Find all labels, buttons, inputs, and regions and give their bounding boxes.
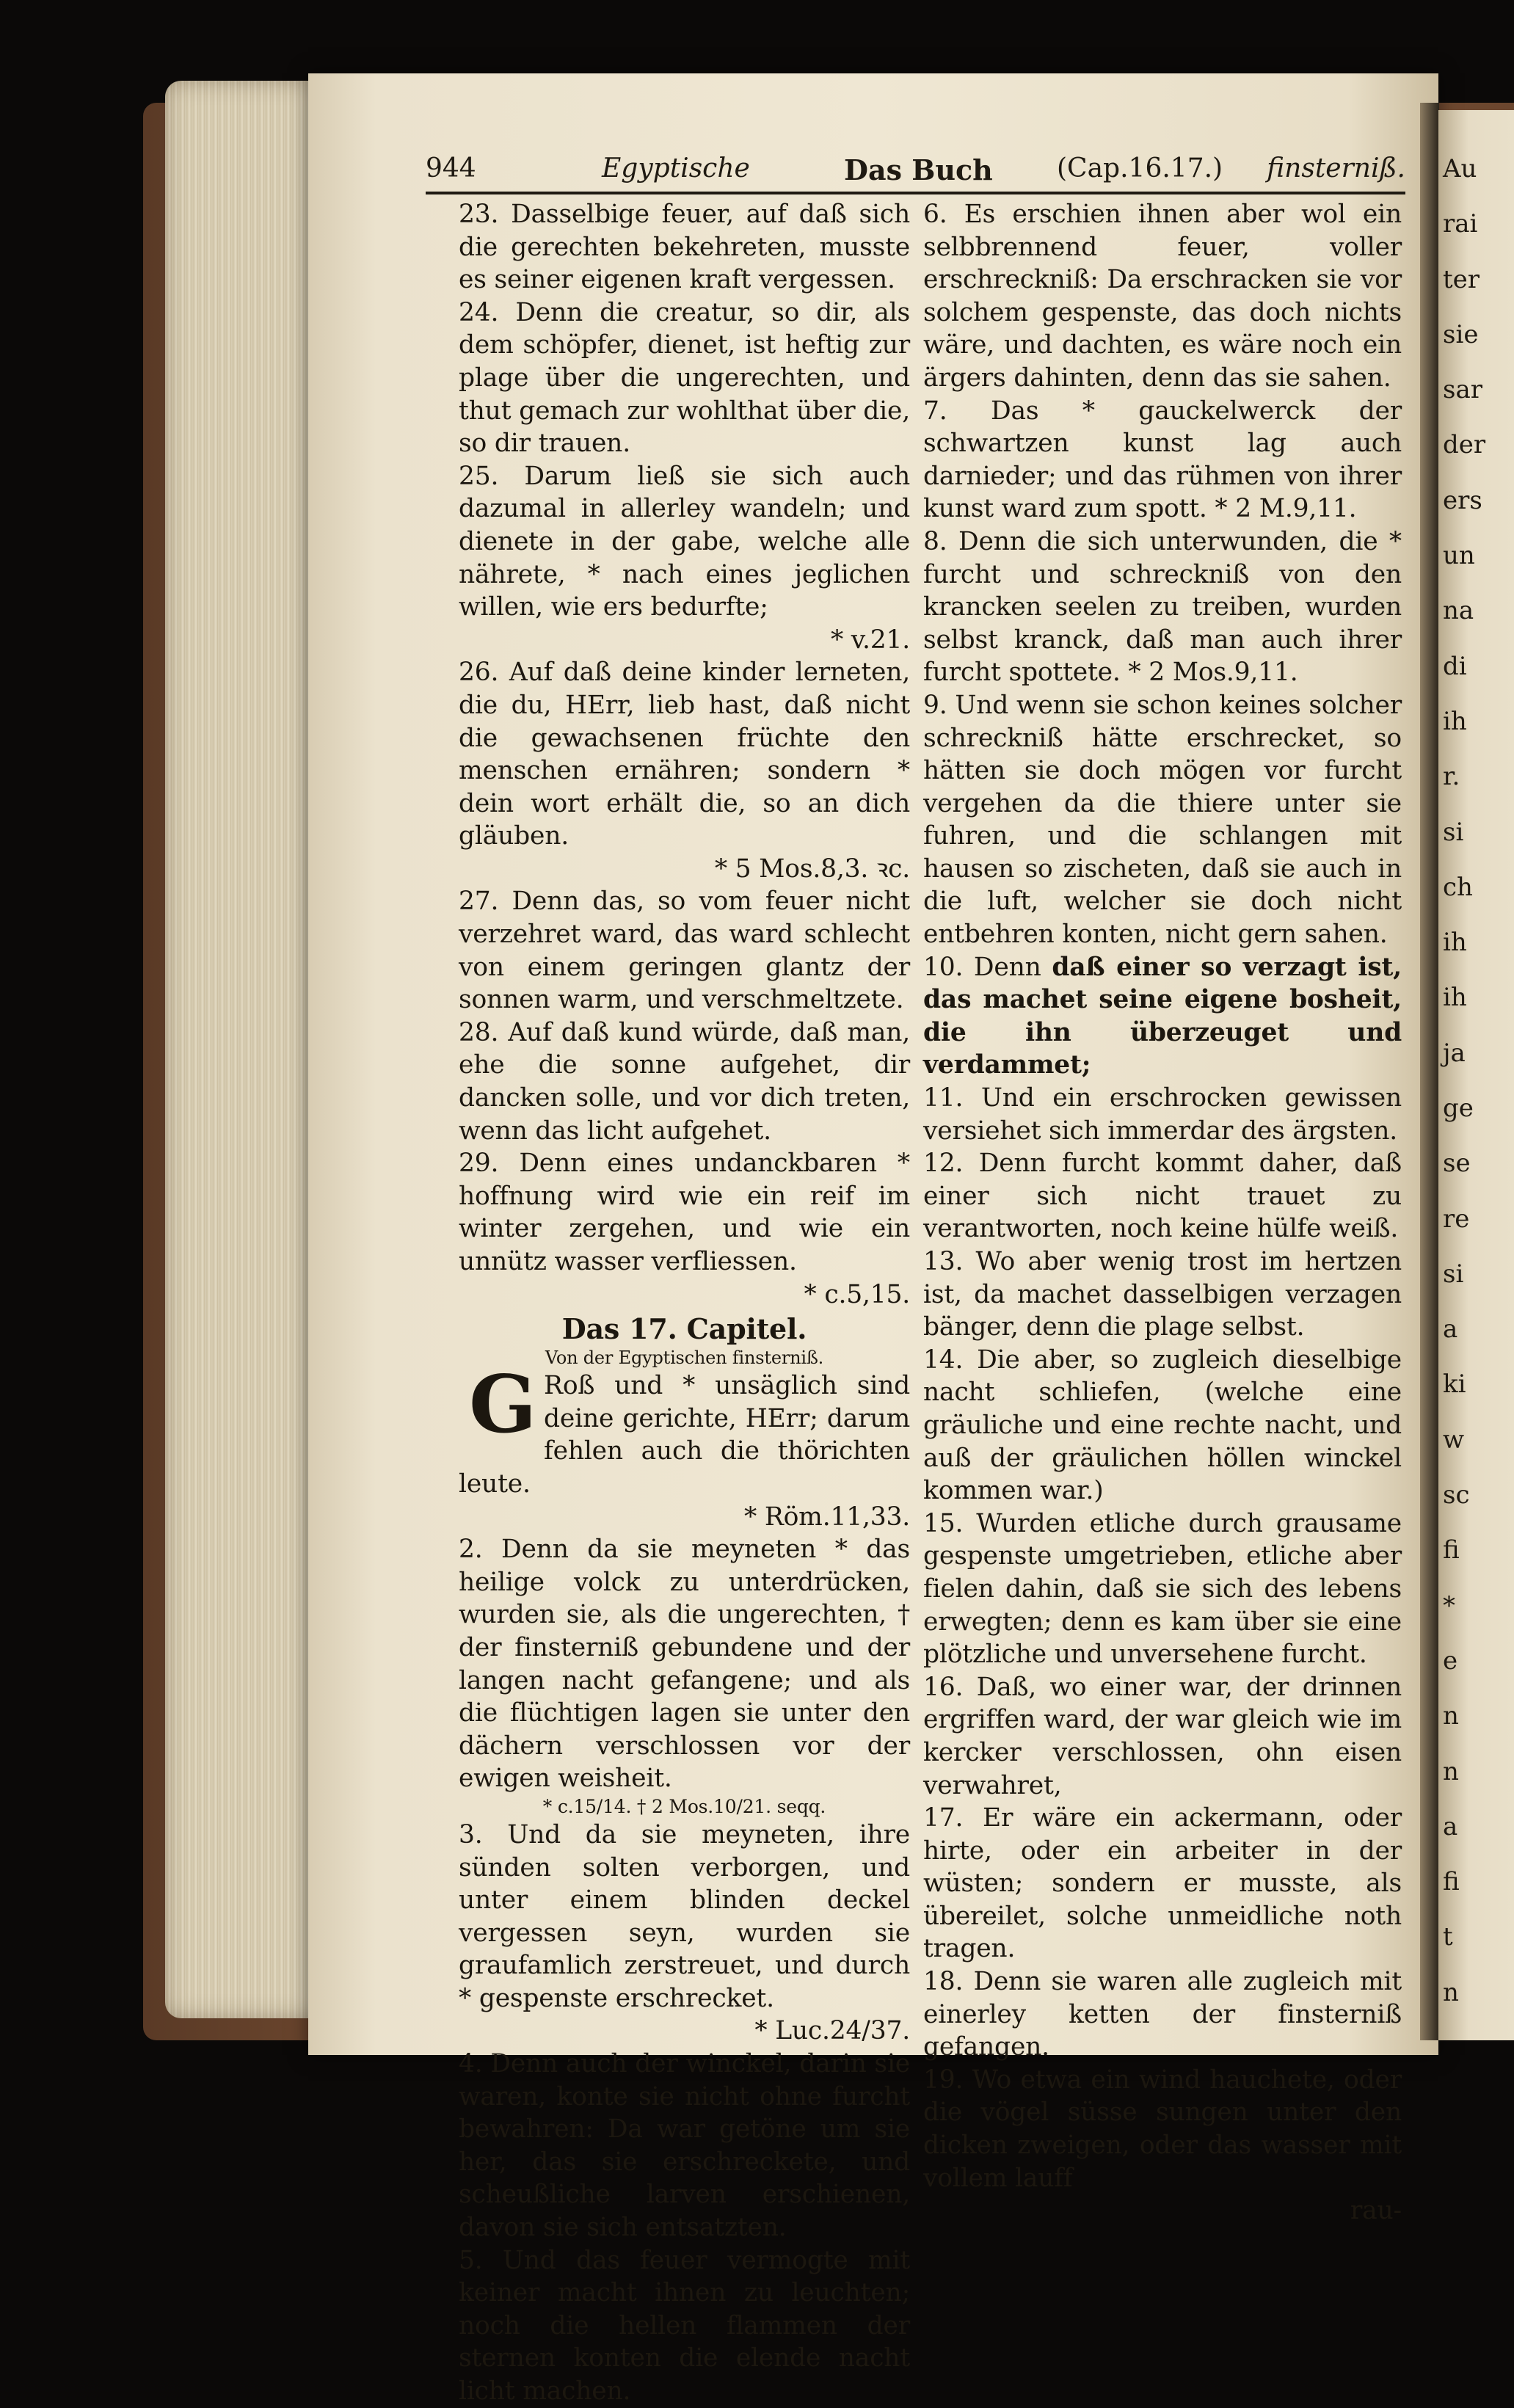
facing-page-fragment: ers	[1443, 485, 1482, 515]
header-left-title: Egyptische	[602, 153, 750, 183]
facing-page-fragment: rai	[1443, 209, 1478, 239]
facing-page-fragment: fi	[1443, 1535, 1460, 1565]
facing-page-fragment: ki	[1443, 1369, 1466, 1400]
facing-page	[1438, 110, 1514, 2040]
verse-28: 28. Auf daß kund würde, daß man, ehe die sonne aufgehet, dir dancken solle, und vor dich treten, wenn das licht aufgehet.	[459, 1017, 910, 1146]
chapter-subheading: Von der Egyptischen finsterniß.	[545, 1347, 824, 1369]
verse-3-reference: * Luc.24/37.	[754, 2016, 910, 2046]
verse-29: 29. Denn eines undanckbaren * hoffnung wird wie ein reif im winter zergehen, und wie ein unnütz wasser verfliessen.	[459, 1149, 910, 1276]
verse-15: 15. Wurden etliche durch grausame gespenste umgetrieben, etliche aber fielen dahin, daß sie sich des lebens erwegten; denn es kam über sie eine plötzliche und unversehene furcht.	[923, 1508, 1402, 1670]
header-chapter-ref: (Cap.16.17.)	[1057, 153, 1223, 183]
verse-16: 16. Daß, wo einer war, der drinnen ergriffen ward, der war gleich wie im kercker verschlossen, ohn eisen verwahret,	[923, 1672, 1402, 1800]
verse-27: 27. Denn das, so vom feuer nicht verzehret ward, das ward schlecht von einem geringen glantz der sonnen warm, und verschmeltzete.	[459, 887, 910, 1015]
verse-9: 9. Und wenn sie schon keines solcher schreckniß hätte erschrecket, so hätten sie doch mögen vor furcht vergehen da die thiere unter sie fuhren, und die schlangen mit hausen so zischeten, daß sie auch in die luft, welcher sie doch nicht entbehren konten, nicht gern sahen.	[923, 690, 1402, 950]
running-header	[426, 150, 1405, 194]
facing-page-fragment: ih	[1443, 706, 1467, 736]
facing-page-fragment: di	[1443, 651, 1467, 681]
facing-page-fragment: ja	[1443, 1038, 1466, 1068]
verse-26-reference: * 5 Mos.8,3. ꝛc.	[714, 854, 910, 884]
verse-7: 7. Das * gauckelwerck der schwartzen kunst lag auch darnieder; und das rühmen von ihrer kunst ward zum spott. * 2 M.9,11.	[923, 396, 1402, 524]
facing-page-fragment: si	[1443, 1259, 1464, 1289]
chapter-verse-2: 2. Denn da sie meyneten * das heilige volck zu unterdrücken, wurden sie, als die ungerechten, † der finsterniß gebundene und der langen nacht gefangene; und als die flüchtigen lagen sie unter den dächern verschlossen vor der ewigen weisheit.	[459, 1535, 910, 1794]
facing-page-fragment: n	[1443, 1756, 1459, 1786]
verse-26: 26. Auf daß deine kinder lerneten, die du, HErr, lieb hast, daß nicht die gewachsenen früchte den menschen ernähren; sondern * dein wort erhält die, so an dich gläuben.	[459, 658, 910, 851]
facing-page-fragment: fi	[1443, 1867, 1460, 1897]
page-number: 944	[426, 153, 476, 183]
facing-page-fragment: *	[1443, 1590, 1455, 1621]
facing-page-fragment: a	[1443, 1314, 1458, 1345]
book-gutter	[1420, 103, 1439, 2040]
facing-page-fragment: ge	[1443, 1094, 1474, 1123]
verse-10-emphasis: daß einer so verzagt ist, das machet seine eigene bosheit, die ihn überzeuget und verdammet;	[923, 952, 1402, 1080]
drop-initial: G	[469, 1358, 537, 1452]
facing-page-fragment: e	[1443, 1645, 1458, 1676]
facing-page-fragment: n	[1443, 1977, 1459, 2007]
facing-page-fragment: sar	[1443, 375, 1482, 405]
catchword: rau-	[1350, 2196, 1402, 2226]
facing-page-fragment: na	[1443, 596, 1474, 626]
verse-2-reference: * c.15/14. † 2 Mos.10/21. seqq.	[542, 1795, 826, 1817]
facing-page-fragment: n	[1443, 1701, 1459, 1731]
page-edges	[165, 81, 319, 2018]
facing-page-fragment: se	[1443, 1149, 1471, 1179]
facing-page-fragment: ch	[1443, 872, 1473, 902]
chapter-heading: Das 17. Capitel.	[561, 1312, 807, 1346]
facing-page-fragment: r.	[1443, 762, 1460, 792]
verse-19: 19. Wo etwa ein wind hauchete, oder die vögel süsse sungen unter den dicken zweigen, oder das wasser mit vollem lauff	[923, 2065, 1402, 2193]
facing-page-fragment: sc	[1443, 1480, 1470, 1510]
verse-18: 18. Denn sie waren alle zugleich mit einerley ketten der finsterniß gefangen.	[923, 1967, 1402, 2062]
verse-12: 12. Denn furcht kommt daher, daß einer sich nicht trauet zu verantworten, noch keine hülfe weiß.	[923, 1149, 1402, 1244]
verse-6: 6. Es erschien ihnen aber wol ein selbbrennend feuer, voller erschreckniß: Da erschracken sie vor solchem gespenste, das doch nichts wäre, und dachten, es wäre noch ein ärgers dahinten, denn das sie sahen.	[923, 200, 1402, 393]
chapter-verse-4: 4. Denn auch der winckel, darin sie waren, konte sie nicht ohne furcht bewahren: Da war getöne um sie her, das sie erschreckete, und scheußliche larven erschienen, davon sie sich entsatzten.	[459, 2049, 910, 2243]
facing-page-fragment: sie	[1443, 319, 1479, 349]
facing-page-fragment: ih	[1443, 983, 1467, 1013]
verse-10	[923, 951, 1402, 1082]
chapter-verse-5: 5. Und das feuer vermogte mit keiner macht ihnen zu leuchten; noch die hellen flammen der sternen konten die elende nacht licht machen.	[459, 2245, 910, 2406]
verse-17: 17. Er wäre ein ackermann, oder hirte, oder ein arbeiter in der wüsten; sondern er musste, als übereilet, solche unmeidliche noth tragen.	[923, 1803, 1402, 1964]
chapter-verse-3: 3. Und da sie meyneten, ihre sünden solten verborgen, und unter einem blinden deckel vergessen seyn, wurden sie graufamlich zerstreuet, und durch * gespenste erschrecket.	[459, 1819, 910, 2013]
verse-8: 8. Denn die sich unterwunden, die * furcht und schreckniß von den krancken seelen zu treiben, wurden selbst kranck, daß man auch ihrer furcht spottete. * 2 Mos.9,11.	[923, 526, 1402, 688]
verse-14: 14. Die aber, so zugleich dieselbige nacht schliefen, (welche eine gräuliche und eine rechte nacht, und auß der gräulichen höllen winckel kommen war.)	[923, 1345, 1402, 1506]
facing-page-fragment: Au	[1443, 154, 1477, 183]
facing-page-fragment: un	[1443, 541, 1475, 571]
verse-13: 13. Wo aber wenig trost im hertzen ist, da machet dasselbigen verzagen bänger, denn die plage selbst.	[923, 1247, 1402, 1342]
facing-page-fragment: der	[1443, 430, 1486, 460]
header-book-title: Das Buch	[844, 153, 993, 186]
verse-23: 23. Dasselbige feuer, auf daß sich die gerechten bekehreten, musste es seiner eigenen kraft vergessen.	[459, 200, 910, 295]
facing-page-fragment: ter	[1443, 264, 1480, 294]
verse-24: 24. Denn die creatur, so dir, als dem schöpfer, dienet, ist heftig zur plage über die ungerechten, und thut gemach zur wohlthat über die, so dir trauen.	[459, 297, 910, 459]
facing-page-fragment: ih	[1443, 928, 1467, 958]
verse-10-start: 10. Denn	[923, 952, 1041, 982]
facing-page-fragment: t	[1443, 1922, 1453, 1952]
facing-page-fragment: re	[1443, 1204, 1470, 1234]
verse-1-text: Roß und * unsäglich sind deine gerichte, HErr; darum fehlen auch die thörichten leute.	[459, 1371, 910, 1499]
right-column	[923, 198, 1402, 2227]
facing-page-fragment: w	[1443, 1425, 1465, 1455]
verse-11: 11. Und ein erschrocken gewissen versiehet sich immerdar des ärgsten.	[923, 1083, 1402, 1146]
verse-29-reference: * c.5,15.	[804, 1279, 910, 1309]
facing-page-fragment: si	[1443, 817, 1464, 847]
verse-1-reference: * Röm.11,33.	[744, 1502, 910, 1532]
verse-25-reference: * v.21.	[830, 625, 910, 655]
facing-page-fragment: a	[1443, 1811, 1458, 1841]
left-column	[459, 198, 910, 2408]
header-right-title: finsterniß.	[1267, 153, 1405, 183]
verse-25: 25. Darum ließ sie sich auch dazumal in allerley wandeln; und dienete in der gabe, welche alle nährete, * nach eines jeglichen willen, wie ers bedurfte;	[459, 461, 910, 622]
